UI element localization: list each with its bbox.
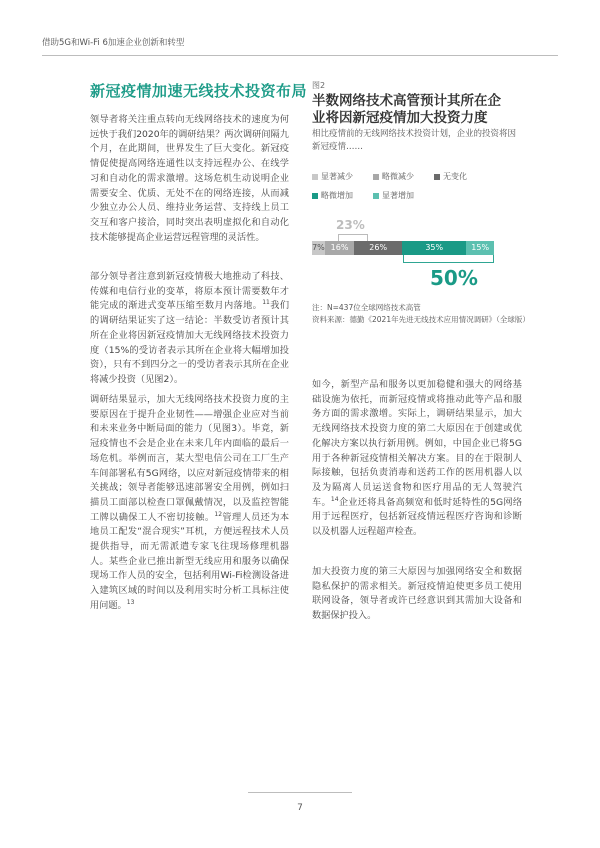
legend-item bbox=[312, 190, 353, 201]
footnote-ref: 14 bbox=[330, 495, 339, 503]
footnote-ref: 13 bbox=[126, 598, 135, 606]
legend-item bbox=[434, 171, 467, 182]
section-title: 新冠疫情加速无线技术投资布局 bbox=[90, 82, 308, 100]
legend-swatch bbox=[373, 174, 379, 180]
figure-notes bbox=[312, 302, 532, 325]
legend-item bbox=[373, 190, 414, 201]
bracket-label-decrease: 23% bbox=[336, 218, 365, 232]
footnote-ref: 11 bbox=[262, 299, 270, 307]
legend-item bbox=[312, 171, 353, 182]
footnote-ref: 12 bbox=[214, 510, 223, 518]
figure-source: 资料来源：德勤《2021年先进无线技术应用情况调研》（全球版） bbox=[312, 314, 530, 324]
paragraph-body: 调研结果显示，加大无线网络技术投资力度的主要原因在于提升企业韧性——增强企业应对当前和未来业务中断局面的能力（见图3）。毕竟，新冠疫情也不会是企业在未来几年内面临的最后一场危机。举例而言，某大型电信公司在工厂生产车间部署私有5G网络，以应对新冠疫情带来的相关挑战；领导者能够迅速部署安全用例，例如扫描员工面部以检查口罩佩戴情况，以及监控智能工牌以确保工人不密切接触。 bbox=[90, 394, 289, 523]
legend-swatch bbox=[312, 193, 318, 199]
bar-value-label: 26% bbox=[369, 243, 388, 252]
legend-label: 显著增加 bbox=[382, 191, 414, 200]
bar-segment-3 bbox=[354, 241, 402, 255]
bar-segment-5 bbox=[466, 241, 494, 255]
header-title: 借助5G和Wi-Fi 6加速企业创新和转型 bbox=[42, 38, 185, 48]
paragraph-text bbox=[90, 270, 289, 388]
legend-row-2 bbox=[312, 190, 414, 201]
paragraph-text bbox=[312, 378, 522, 540]
legend-item bbox=[373, 171, 414, 182]
paragraph-text: 加大投资力度的第三大原因与加强网络安全和数据隐私保护的需求相关。新冠疫情迫使更多员工使用联网设备，领导者或许已经意识到其需加大设备和数据保护投入。 bbox=[312, 566, 522, 622]
left-paragraph-2 bbox=[90, 270, 289, 388]
paragraph-body-cont: 我们的调研结果证实了这一结论：半数受访者预计其所在企业将因新冠疫情加大无线网络技术投资力度（15%的受访者表示其所在企业将大幅增加投资），只有不到四分之一的受访者表示其所在企业将减少投资（见图2）。 bbox=[90, 300, 290, 385]
page-number: 7 bbox=[297, 803, 303, 813]
figure-label: 图2 bbox=[312, 81, 326, 90]
legend-label: 显著减少 bbox=[321, 172, 353, 181]
bar-value-label: 35% bbox=[425, 243, 444, 252]
legend-label: 略微减少 bbox=[382, 172, 414, 181]
stacked-bar bbox=[312, 241, 494, 255]
bar-value-label: 15% bbox=[471, 243, 490, 252]
legend-label: 略微增加 bbox=[321, 191, 353, 200]
right-paragraph-1 bbox=[312, 378, 522, 540]
bar-value-label: 7% bbox=[312, 243, 325, 252]
paragraph-body: 如今，新型产品和服务以更加稳健和强大的网络基础设施为依托，而新冠疫情或将推动此等产品和服务方面的需求激增。实际上，调研结果显示，加大无线网络技术投资力度的第二大原因在于创建或优化解决方案以执行新用例。例如，中国企业已将5G用于各种新冠疫情相关解决方案。目的在于限制人际接触，包括负责消毒和送药工作的医用机器人以及为隔离人员运送食物和医疗用品的无人驾驶汽车。 bbox=[312, 379, 522, 508]
right-paragraph-2 bbox=[312, 565, 522, 624]
bar-segment-2 bbox=[325, 241, 354, 255]
legend-swatch bbox=[434, 174, 440, 180]
legend-swatch bbox=[373, 193, 379, 199]
bracket-label-increase: 50% bbox=[430, 266, 478, 290]
left-paragraph-1 bbox=[90, 113, 289, 245]
figure-subtitle: 相比疫情前的无线网络技术投资计划，企业的投资将因新冠疫情…… bbox=[312, 129, 517, 152]
paragraph-body-cont: 管理人员还为本地员工配发“混合现实”耳机，方便远程技术人员提供指导，而无需派遣专家飞往现场修理机器人。某些企业已推出新型无线应用和服务以确保现场工作人员的安全，包括利用Wi-Fi检测设备进入建筑区域的时间以及利用实时分析工具标注使用问题。 bbox=[90, 511, 290, 611]
left-paragraph-3 bbox=[90, 393, 289, 614]
legend-swatch bbox=[312, 174, 318, 180]
figure-note: 注：N=437位全球网络技术高管 bbox=[312, 303, 421, 312]
paragraph-body: 部分领导者注意到新冠疫情极大地推动了科技、传媒和电信行业的变革，将原本预计需要数年才能完成的渐进式变革压缩至数月内落地。 bbox=[90, 271, 289, 312]
legend-label: 无变化 bbox=[443, 172, 467, 181]
bar-value-label: 16% bbox=[330, 243, 349, 252]
paragraph-text bbox=[90, 393, 289, 614]
paragraph-body-cont: 企业还将具备高频宽和低时延特性的5G网络用于远程医疗，包括新冠疫情远程医疗咨询和诊断以及机器人远程超声检查。 bbox=[312, 496, 523, 538]
legend-row-1 bbox=[312, 171, 467, 182]
paragraph-text: 领导者将关注重点转向无线网络技术的速度为何远快于我们2020年的调研结果？两次调研间隔九个月，在此期间，世界发生了巨大变化。新冠疫情促使提高网络连通性以支持远程办公、在线学习和自动化的需求激增。这场危机生动说明企业需要安全、优质、无处不在的网络连接，从而减少独立办公人员、维持业务运营、支持线上员工交互和客户接洽，同时突出表明虚拟化和自动化技术能够提高企业运营远程管理的灵活性。 bbox=[90, 114, 289, 243]
footer-divider bbox=[248, 792, 352, 793]
header-divider bbox=[42, 55, 558, 56]
bracket-increase bbox=[403, 255, 494, 263]
bar-segment-4 bbox=[402, 241, 466, 255]
figure-title: 半数网络技术高管预计其所在企业将因新冠疫情加大投资力度 bbox=[312, 93, 501, 126]
bar-segment-1 bbox=[312, 241, 325, 255]
